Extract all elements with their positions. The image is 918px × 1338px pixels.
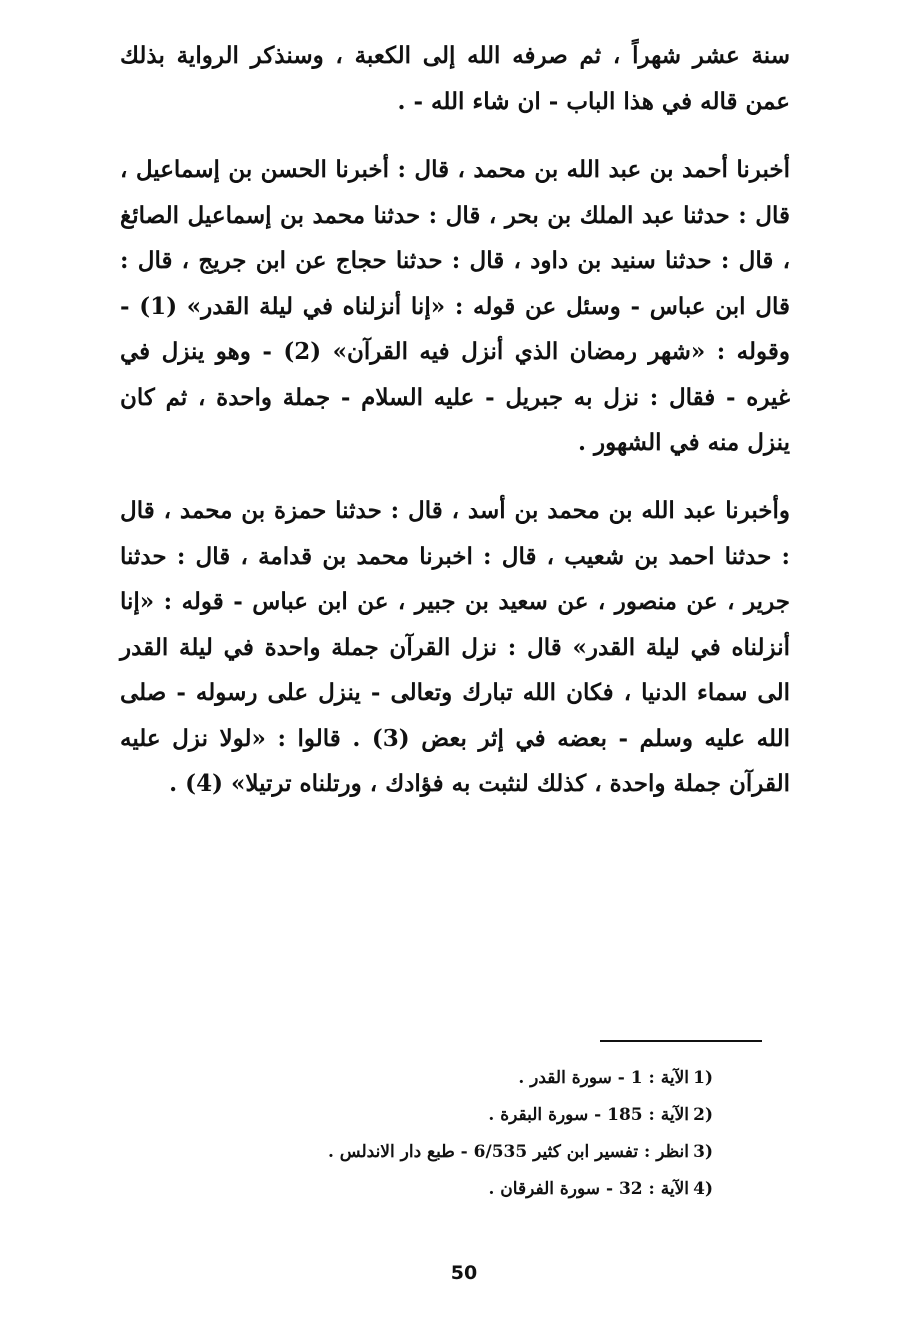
paragraph-2: أخبرنا أحمد بن عبد الله بن محمد ، قال : أخبرنا الحسن بن إسماعيل ، قال : حدثنا عبد الملك بن بحر ، قال : حدثنا محمد بن إسماعيل الصائغ ، قال : حدثنا سنيد بن داود ، قال : حدثنا حجاج عن ابن جريج ، قال : قال ابن عباس - وسئل عن قوله : «إنا أنزلناه في ليلة القدر» (1) - وقوله : «شهر رمضان الذي أنزل فيه القرآن» (2) - وهو ينزل في غيره - فقال : نزل به جبريل - عليه السلام - جملة واحدة ، ثم كان ينزل منه في الشهور . <box>120 156 791 456</box>
footnote-2 <box>193 1097 713 1134</box>
footnote-text: الآية : 185 - سورة البقرة . <box>488 1105 689 1125</box>
footnote-number: (4 <box>693 1179 713 1199</box>
paragraph-1: سنة عشر شهراً ، ثم صرفه الله إلى الكعبة ، وسنذكر الرواية بذلك عمن قاله في هذا الباب - ان شاء الله - . <box>120 42 790 115</box>
footnotes <box>193 1060 713 1208</box>
page-number: 50 <box>450 1262 478 1284</box>
footnote-number: (1 <box>693 1068 713 1088</box>
footnote-text: انظر : تفسير ابن كثير 6/535 - طبع دار الاندلس . <box>327 1142 689 1162</box>
footnote-1 <box>193 1060 713 1097</box>
paragraph-3: وأخبرنا عبد الله بن محمد بن أسد ، قال : حدثنا حمزة بن محمد ، قال : حدثنا احمد بن شعيب ، قال : اخبرنا محمد بن قدامة ، قال : حدثنا جرير ، عن منصور ، عن سعيد بن جبير ، عن ابن عباس - قوله : «إنا أنزلناه في ليلة القدر» قال : نزل القرآن جملة واحدة في ليلة القدر الى سماء الدنيا ، فكان الله تبارك وتعالى - ينزل على رسوله - صلى الله عليه وسلم - بعضه في إثر بعض (3) . قالوا : «لولا نزل عليه القرآن جملة واحدة ، كذلك لنثبت به فؤادك ، ورتلناه ترتيلا» (4) . <box>120 497 790 797</box>
footnote-number: (2 <box>693 1105 713 1125</box>
footnote-separator <box>600 1040 762 1042</box>
footnote-text: الآية : 32 - سورة الفرقان . <box>488 1179 689 1199</box>
footnote-3 <box>193 1134 713 1171</box>
footnote-4 <box>193 1171 713 1208</box>
footnote-number: (3 <box>693 1142 713 1162</box>
footnote-text: الآية : 1 - سورة القدر . <box>518 1068 689 1088</box>
